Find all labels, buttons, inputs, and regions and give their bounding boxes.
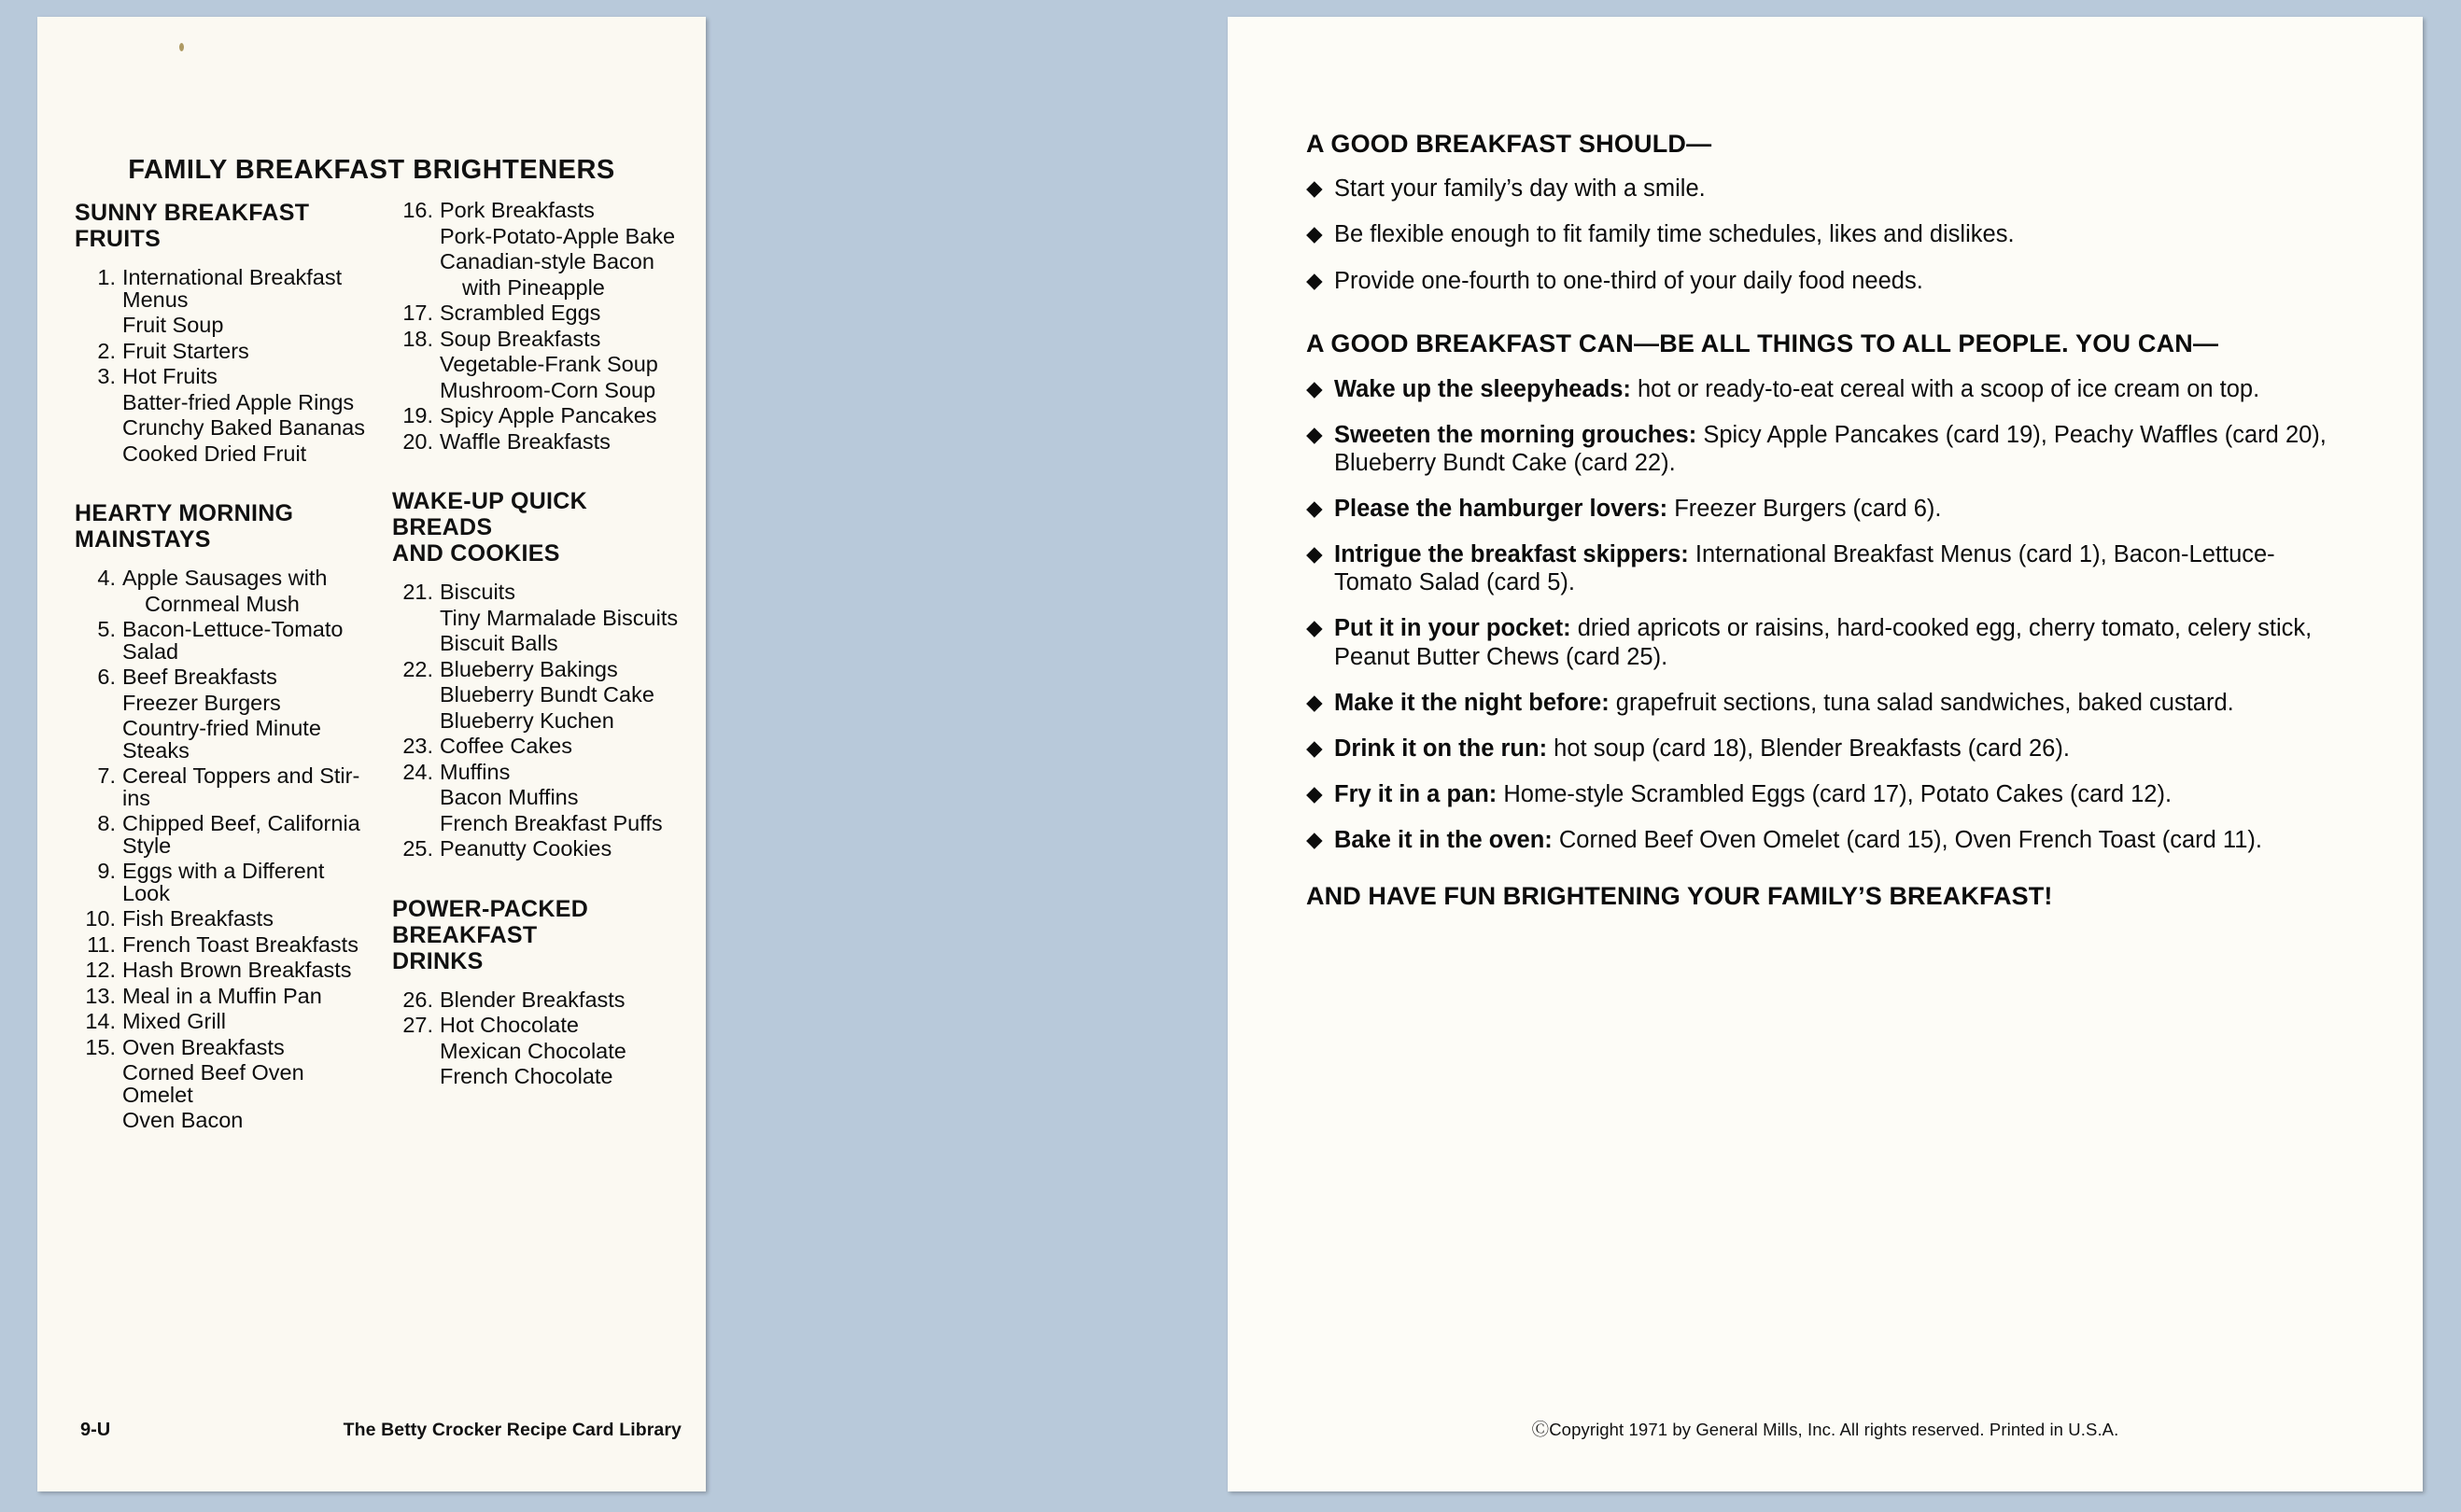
- recipe-name: Hot Chocolate: [440, 1013, 579, 1037]
- recipe-number: 21.: [402, 580, 433, 604]
- diamond-bullet-icon: ◆: [1306, 496, 1323, 521]
- recipe-name: Hot Fruits: [122, 364, 218, 388]
- recipe-entry: [75, 366, 375, 465]
- tip-bullet: [1306, 175, 2342, 203]
- recipe-entry: [392, 1015, 693, 1088]
- recipe-subitem: Oven Bacon: [122, 1108, 244, 1132]
- recipe-entry: [75, 666, 375, 762]
- heading-good-breakfast-should: A GOOD BREAKFAST SHOULD—: [1306, 130, 1712, 158]
- tip-text: Bake it in the oven: Corned Beef Oven Omelet (card 15), Oven French Toast (card 11).: [1334, 826, 2262, 853]
- section-heading-hearty-morning-mainstays: HEARTY MORNING MAINSTAYS: [75, 500, 294, 553]
- diamond-bullet-icon: ◆: [1306, 267, 1323, 292]
- tip-lead: Drink it on the run:: [1334, 735, 1554, 762]
- tip-bullet: [1306, 735, 2342, 763]
- recipe-number: 18.: [402, 326, 433, 351]
- recipe-name: Peanutty Cookies: [440, 836, 612, 861]
- recipe-row: [392, 326, 693, 351]
- recipe-entry: [75, 1011, 375, 1033]
- tip-text: Provide one-fourth to one-third of your daily food needs.: [1334, 267, 1923, 294]
- recipe-entry: [75, 267, 375, 337]
- recipe-entry: [392, 200, 693, 299]
- recipe-entry: [392, 428, 693, 454]
- recipe-entry: [75, 338, 375, 363]
- recipe-subitem: Country-fried Minute Steaks: [122, 716, 321, 763]
- tip-bullet: [1306, 689, 2342, 717]
- recipe-subitem: Fruit Soup: [122, 313, 224, 337]
- recipe-name: Beef Breakfasts: [122, 665, 277, 689]
- recipe-name: Cereal Toppers and Stir-ins: [122, 763, 360, 810]
- recipe-subitem: Canadian-style Bacon: [440, 249, 654, 273]
- recipe-row: [75, 861, 375, 904]
- recipe-row: [75, 666, 375, 689]
- tips-content: [1306, 129, 2342, 911]
- recipe-number: 26.: [402, 987, 433, 1012]
- recipe-name: Oven Breakfasts: [122, 1034, 285, 1059]
- card-number: 9-U: [80, 1420, 111, 1440]
- recipe-name: Mixed Grill: [122, 1009, 226, 1033]
- recipe-number: 8.: [97, 811, 116, 835]
- recipe-list-hearty-mainstays: [75, 567, 375, 1132]
- recipe-row: [75, 567, 375, 590]
- tip-bullet: [1306, 421, 2342, 477]
- recipe-number: 9.: [97, 859, 116, 883]
- recipe-row: [75, 959, 375, 982]
- recipe-row: [392, 735, 693, 758]
- recipe-subitem: Corned Beef Oven Omelet: [122, 1060, 304, 1107]
- recipe-name: Muffins: [440, 759, 511, 784]
- recipe-entry: [75, 908, 375, 931]
- recipe-entry: [392, 326, 693, 402]
- section-heading-power-packed-drinks: POWER-PACKED BREAKFAST DRINKS: [392, 895, 589, 974]
- recipe-list-sunny-fruits: [75, 267, 375, 465]
- tip-text: Be flexible enough to fit family time schedules, likes and dislikes.: [1334, 221, 2015, 248]
- recipe-number: 17.: [402, 301, 433, 325]
- recipe-number: 16.: [402, 198, 433, 222]
- recipe-number: 1.: [97, 265, 116, 289]
- diamond-bullet-icon: ◆: [1306, 422, 1323, 447]
- closing-line: AND HAVE FUN BRIGHTENING YOUR FAMILY’S BREAKFAST!: [1306, 881, 2053, 910]
- recipe-number: 12.: [85, 958, 116, 982]
- recipe-row: [75, 1034, 375, 1059]
- recipe-entry: [392, 989, 693, 1012]
- recipe-row: [392, 759, 693, 784]
- tip-text: Intrigue the breakfast skippers: International Breakfast Menus (card 1), Bacon-Lettuce-Tomato Salad (card 5).: [1334, 541, 2275, 596]
- recipe-entry: [75, 931, 375, 957]
- recipe-entry: [392, 735, 693, 758]
- recipe-subitem: Biscuit Balls: [440, 631, 558, 655]
- recipe-number: 11.: [87, 931, 116, 957]
- recipe-subitem: Batter-fried Apple Rings: [122, 389, 355, 414]
- index-columns: [75, 200, 695, 1136]
- recipe-entry: [75, 959, 375, 982]
- recipe-name: Coffee Cakes: [440, 734, 572, 758]
- recipe-name: Blueberry Bakings: [440, 656, 618, 681]
- recipe-entry: [392, 759, 693, 835]
- diamond-bullet-icon: ◆: [1306, 175, 1323, 201]
- recipe-entry: [392, 838, 693, 861]
- recipe-row: [75, 619, 375, 663]
- recipe-number: 24.: [402, 759, 433, 784]
- tip-bullet: [1306, 220, 2342, 248]
- diamond-bullet-icon: ◆: [1306, 376, 1323, 401]
- tip-text: Fry it in a pan: Home-style Scrambled Eggs (card 17), Potato Cakes (card 12).: [1334, 780, 2173, 807]
- recipe-subitem: Cooked Dried Fruit: [122, 441, 307, 466]
- recipe-number: 6.: [97, 665, 116, 689]
- recipe-name: Soup Breakfasts: [440, 326, 601, 351]
- tip-bullet: [1306, 540, 2342, 596]
- tip-text: Start your family’s day with a smile.: [1334, 175, 1706, 203]
- diamond-bullet-icon: ◆: [1306, 615, 1323, 640]
- section-heading-sunny-breakfast-fruits: SUNNY BREAKFAST FRUITS: [75, 200, 310, 252]
- tip-bullet: [1306, 826, 2342, 854]
- recipe-list-breakfast-drinks: [392, 989, 693, 1088]
- diamond-bullet-icon: ◆: [1306, 541, 1323, 567]
- recipe-row: [75, 338, 375, 363]
- recipe-name: Hash Brown Breakfasts: [122, 958, 352, 982]
- recipe-row: [75, 931, 375, 957]
- tip-bullet: [1306, 267, 2342, 295]
- recipe-entry: [75, 813, 375, 857]
- recipe-entry: [392, 302, 693, 325]
- recipe-name: Fish Breakfasts: [122, 906, 274, 931]
- recipe-number: 19.: [402, 403, 433, 427]
- recipe-subitem: Pork-Potato-Apple Bake: [440, 223, 676, 248]
- recipe-name: Eggs with a Different Look: [122, 859, 325, 905]
- library-name: The Betty Crocker Recipe Card Library: [343, 1420, 682, 1440]
- tip-text: Please the hamburger lovers: Freezer Burgers (card 6).: [1334, 496, 1942, 523]
- tip-text: Make it the night before: grapefruit sections, tuna salad sandwiches, baked custard.: [1334, 689, 2234, 716]
- diamond-bullet-icon: ◆: [1306, 221, 1323, 246]
- recipe-name: French Toast Breakfasts: [122, 931, 359, 957]
- tip-bullet: [1306, 780, 2342, 808]
- recipe-name: Blender Breakfasts: [440, 987, 626, 1012]
- recipe-number: 27.: [402, 1013, 433, 1037]
- recipe-number: 2.: [97, 338, 116, 363]
- recipe-subitem: Blueberry Kuchen: [440, 707, 614, 733]
- recipe-subitem: Tiny Marmalade Biscuits: [440, 605, 679, 630]
- recipe-row: [75, 813, 375, 857]
- recipe-row: [392, 428, 693, 454]
- bullet-list-should: [1306, 175, 2342, 294]
- tip-text: Drink it on the run: hot soup (card 18), Blender Breakfasts (card 26).: [1334, 735, 2070, 762]
- recipe-entry: [75, 861, 375, 904]
- recipe-row: [75, 267, 375, 311]
- recipe-row: [75, 1011, 375, 1033]
- recipe-subitem: Crunchy Baked Bananas: [122, 415, 365, 440]
- recipe-subitem: Mushroom-Corn Soup: [440, 377, 656, 402]
- page-title: FAMILY BREAKFAST BRIGHTENERS: [128, 155, 615, 185]
- recipe-name: International Breakfast Menus: [122, 265, 343, 312]
- recipe-name: Chipped Beef, California Style: [122, 811, 360, 858]
- recipe-name: Biscuits: [440, 580, 515, 604]
- tip-bullet: [1306, 375, 2342, 403]
- heading-good-breakfast-can: A GOOD BREAKFAST CAN—BE ALL THINGS TO ALL PEOPLE. YOU CAN—: [1306, 329, 2219, 357]
- recipe-row: [392, 989, 693, 1012]
- diamond-bullet-icon: ◆: [1306, 689, 1323, 714]
- recipe-name: Spicy Apple Pancakes: [440, 403, 657, 427]
- recipe-row: [75, 908, 375, 931]
- recipe-number: 7.: [97, 763, 116, 788]
- recipe-subitem: with Pineapple: [462, 274, 605, 300]
- diamond-bullet-icon: ◆: [1306, 826, 1323, 851]
- tip-lead: Bake it in the oven:: [1334, 826, 1559, 853]
- recipe-entry: [392, 581, 693, 655]
- index-column-two: [392, 200, 693, 1136]
- recipe-number: 22.: [402, 656, 433, 681]
- recipe-entry: [392, 405, 693, 427]
- recipe-row: [392, 302, 693, 325]
- recipe-name: Bacon-Lettuce-Tomato Salad: [122, 617, 344, 664]
- recipe-entry: [392, 656, 693, 733]
- recipe-number: 14.: [85, 1009, 116, 1033]
- recipe-row: [392, 405, 693, 427]
- recipe-row: [392, 200, 693, 222]
- tip-lead: Fry it in a pan:: [1334, 780, 1504, 807]
- recipe-card-back: [1228, 17, 2423, 1491]
- recipe-subitem: Cornmeal Mush: [145, 591, 300, 616]
- recipe-subitem: French Chocolate: [440, 1064, 613, 1088]
- recipe-card-front: [37, 17, 706, 1491]
- recipe-name: Meal in a Muffin Pan: [122, 983, 322, 1008]
- tip-lead: Sweeten the morning grouches:: [1334, 422, 1704, 449]
- recipe-entry: [75, 567, 375, 615]
- recipe-name: Fruit Starters: [122, 338, 249, 363]
- tip-text: Put it in your pocket: dried apricots or raisins, hard-cooked egg, cherry tomato, celery stick, Peanut Butter Chews (card 25).: [1334, 615, 2313, 670]
- recipe-subitem: Mexican Chocolate: [440, 1038, 626, 1063]
- recipe-name: Pork Breakfasts: [440, 198, 595, 222]
- tip-lead: Wake up the sleepyheads:: [1334, 376, 1638, 403]
- tip-bullet: [1306, 614, 2342, 670]
- recipe-number: 13.: [85, 983, 116, 1008]
- recipe-entry: [75, 765, 375, 809]
- recipe-list-quick-breads: [392, 581, 693, 861]
- card-footer: [80, 1420, 682, 1441]
- tip-lead: Make it the night before:: [1334, 689, 1616, 716]
- index-column-one: [75, 200, 375, 1136]
- recipe-entry: [75, 983, 375, 1008]
- recipe-row: [392, 581, 693, 604]
- recipe-list-continued: [392, 200, 693, 453]
- tip-lead: Intrigue the breakfast skippers:: [1334, 541, 1695, 568]
- recipe-row: [392, 1015, 693, 1037]
- tip-lead: Put it in your pocket:: [1334, 615, 1578, 642]
- recipe-number: 23.: [402, 734, 433, 758]
- recipe-number: 4.: [97, 566, 116, 590]
- recipe-row: [392, 656, 693, 681]
- copyright-notice: ⒸCopyright 1971 by General Mills, Inc. All rights reserved. Printed in U.S.A.: [1531, 1420, 2119, 1439]
- recipe-subitem: Vegetable-Frank Soup: [440, 352, 658, 376]
- section-heading-wake-up-quick-breads: WAKE-UP QUICK BREADS AND COOKIES: [392, 488, 588, 567]
- recipe-row: [75, 983, 375, 1008]
- recipe-number: 25.: [402, 836, 433, 861]
- recipe-row: [75, 366, 375, 388]
- recipe-subitem: French Breakfast Puffs: [440, 810, 663, 835]
- recipe-subitem: Bacon Muffins: [440, 785, 579, 809]
- recipe-number: 15.: [85, 1034, 116, 1059]
- recipe-name: Waffle Breakfasts: [440, 428, 611, 454]
- diamond-bullet-icon: ◆: [1306, 735, 1323, 760]
- tip-bullet: [1306, 495, 2342, 523]
- recipe-row: [392, 838, 693, 861]
- recipe-entry: [75, 1034, 375, 1132]
- recipe-subitem: Freezer Burgers: [122, 690, 281, 715]
- recipe-name: Apple Sausages with: [122, 566, 328, 590]
- recipe-number: 20.: [402, 428, 433, 454]
- recipe-number: 3.: [97, 364, 116, 388]
- diamond-bullet-icon: ◆: [1306, 780, 1323, 805]
- recipe-subitem: Blueberry Bundt Cake: [440, 682, 654, 707]
- recipe-name: Scrambled Eggs: [440, 301, 601, 325]
- recipe-row: [75, 765, 375, 809]
- recipe-number: 5.: [97, 617, 116, 641]
- tip-text: Wake up the sleepyheads: hot or ready-to-eat cereal with a scoop of ice cream on top.: [1334, 376, 2260, 403]
- tip-lead: Please the hamburger lovers:: [1334, 496, 1675, 523]
- recipe-entry: [75, 619, 375, 663]
- tip-text: Sweeten the morning grouches: Spicy Apple Pancakes (card 19), Peachy Waffles (card 20), Blueberry Bundt Cake (card 22).: [1334, 422, 2327, 477]
- recipe-number: 10.: [85, 906, 116, 931]
- bullet-list-you-can: [1306, 375, 2342, 854]
